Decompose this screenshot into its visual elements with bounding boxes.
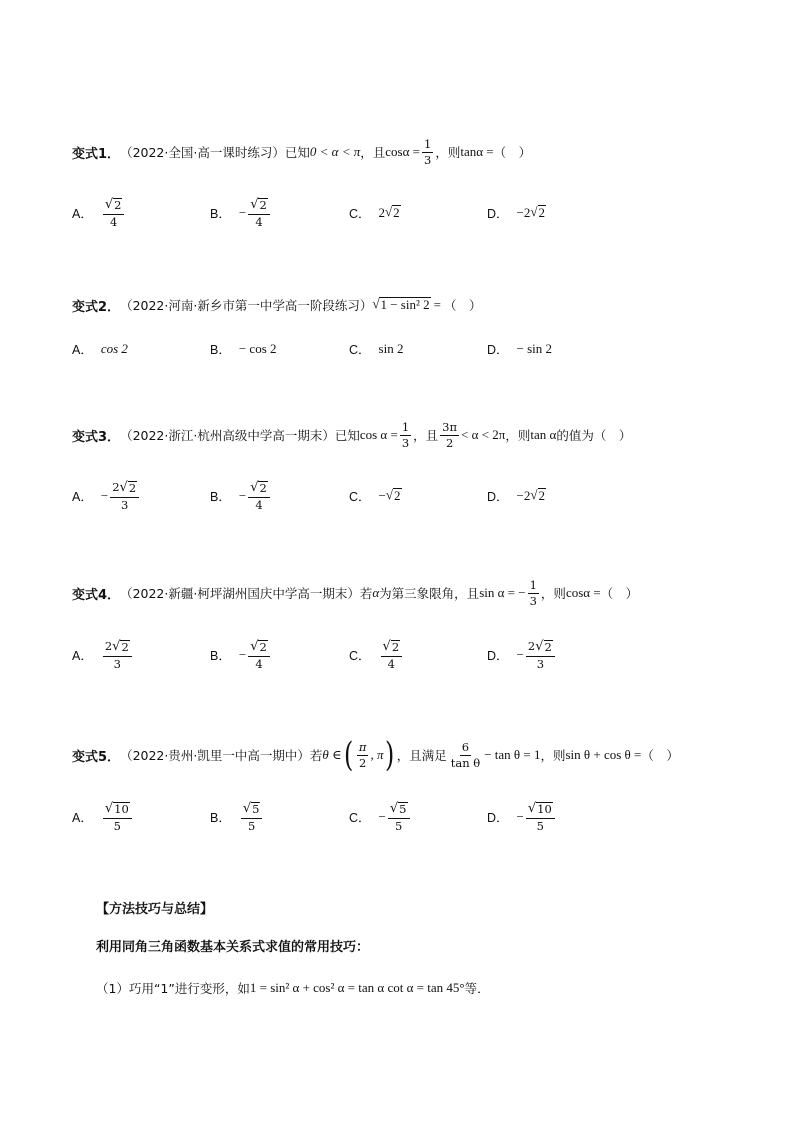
answer-blank: （ ） — [600, 586, 639, 601]
q4-option-b[interactable]: B． − √ 2 4 — [210, 635, 272, 675]
q5-option-c[interactable]: C． − √ 5 5 — [349, 797, 412, 837]
answer-blank: （ ） — [641, 748, 679, 763]
question-1-source: （2022·全国·高一课时练习） — [120, 145, 285, 160]
question-5: 变式5 ． （2022·贵州·凯里一中高一期中） 若 θ ∈ ( $\frac{\pi}{2}$ , π ) ，且满足 $\frac{6}{\text{tan θ}}$ − tan θ = 1 ，则 sin θ + cos θ = （ ） — [72, 735, 679, 775]
question-1-condition: 0 < α < π — [309, 144, 361, 159]
question-2: 变式2 ． （2022·河南·新乡市第一中学高一阶段练习） √ 1 − sin² 2 = （ ） — [72, 296, 482, 315]
q4-option-c[interactable]: C． √ 2 4 — [349, 635, 404, 675]
answer-blank: （ ） — [593, 428, 632, 443]
question-1: 变式1 ． （2022·全国·高一课时练习） 已知 0 < α < π ，且 cosα = $\frac{1}{3}$ ，则 tanα = （ ） — [72, 137, 532, 167]
q1-option-c[interactable]: C． 2 √ 2 — [349, 204, 400, 221]
question-5-source: （2022·贵州·凯里一中高一期中） — [120, 748, 310, 763]
q5-option-b[interactable]: B． √ 5 5 — [210, 797, 264, 837]
q1-option-a[interactable]: A． √ 2 4 — [72, 193, 126, 233]
sqrt-expression: √ 1 − sin² 2 — [372, 296, 430, 313]
q3-option-d[interactable]: D． −2 √ 2 — [487, 487, 546, 504]
question-3: 变式3 ． （2022·浙江·杭州高级中学高一期末） 已知 cos α = $\frac{1}{3}$ ，且 $\frac{3\pi}{2}$ < α < 2π ，则 tan α 的值为 （ ） — [72, 420, 632, 450]
q3-option-b[interactable]: B． − √ 2 4 — [210, 476, 272, 516]
q5-option-d[interactable]: D． − √ 10 5 — [487, 797, 557, 837]
summary-item-1: （1）巧用“1”进行变形，如 1 = sin² α + cos² α = tan α cot α = tan 45° 等． — [96, 980, 490, 996]
question-3-label: 变式3 — [72, 429, 108, 445]
q2-option-a[interactable]: A． cos 2 — [72, 341, 128, 357]
question-1-label: 变式1 — [72, 146, 108, 162]
q2-option-b[interactable]: B． − cos 2 — [210, 341, 277, 357]
question-4-label: 变式4 — [72, 587, 108, 603]
q2-option-d[interactable]: D． − sin 2 — [487, 341, 553, 357]
question-2-source: （2022·河南·新乡市第一中学高一阶段练习） — [120, 298, 373, 313]
summary-subheading: 利用同角三角函数基本关系式求值的常用技巧： — [96, 939, 370, 955]
question-2-label: 变式2 — [72, 299, 108, 315]
q4-option-a[interactable]: A． 2 √ 2 3 — [72, 635, 134, 675]
question-4-source: （2022·新疆·柯坪湖州国庆中学高一期末） — [120, 586, 360, 601]
q3-option-a[interactable]: A． − 2 √ 2 3 — [72, 476, 141, 516]
sqrt-symbol: √ 2 — [104, 197, 122, 213]
q5-option-a[interactable]: A． √ 10 5 — [72, 797, 134, 837]
answer-blank: （ ） — [443, 298, 482, 313]
q3-option-c[interactable]: C． − √ 2 — [349, 487, 401, 504]
summary-heading: 【方法技巧与总结】 — [96, 901, 214, 917]
answer-blank: （ ） — [493, 145, 532, 160]
question-3-source: （2022·浙江·杭州高级中学高一期末） — [120, 428, 335, 443]
question-5-label: 变式5 — [72, 749, 108, 765]
q4-option-d[interactable]: D． − 2 √ 2 3 — [487, 635, 557, 675]
q2-option-c[interactable]: C． sin 2 — [349, 341, 404, 357]
q1-option-d[interactable]: D． −2 √ 2 — [487, 204, 546, 221]
q1-option-b[interactable]: B． − √ 2 4 — [210, 193, 272, 233]
fraction: $\frac{1}{3}$ — [423, 137, 432, 167]
question-4: 变式4 ． （2022·新疆·柯坪湖州国庆中学高一期末） 若 α 为第三象限角，且 sin α = − $\frac{1}{3}$ ，则 cosα = （ ） — [72, 578, 639, 608]
